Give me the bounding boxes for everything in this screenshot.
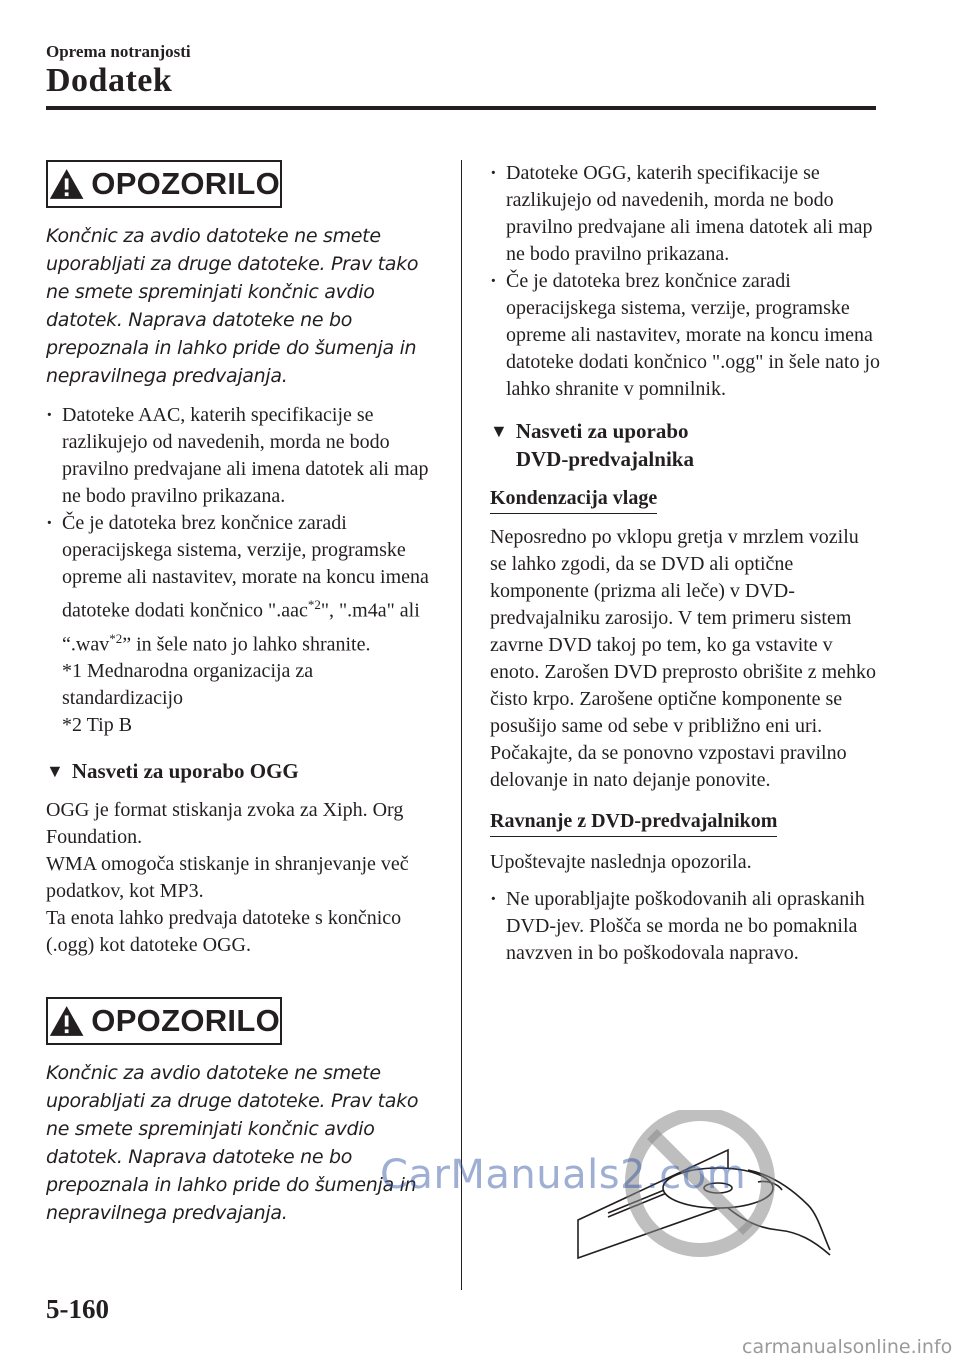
subsection: [490, 485, 880, 514]
underlined-heading: Ravnanje z DVD-predvajalnikom: [490, 808, 777, 837]
watermark: carmanualsonline.info: [742, 1336, 953, 1358]
triangle-marker-icon: ▼: [46, 761, 64, 782]
section-heading: [490, 417, 880, 473]
column-divider: [461, 160, 462, 1290]
footnote-ref: *2: [109, 630, 123, 646]
bullet-text: Če je datoteka brez končnice zaradi operacijskega sistema, verzije, programske opreme ali nastavitev, morate na koncu imena datoteke dodati končnico ".aac: [62, 512, 429, 622]
bullet-item: · Ne uporabljajte poškodovanih ali opraskanih DVD-jev. Plošča se morda ne bo pomaknila navzven in bo poškodovala napravo.: [490, 886, 880, 967]
bullet-text: ", ".m4a" ali “.wav: [62, 599, 420, 656]
footnote: *1 Mednarodna organizacija za standardizacijo: [62, 660, 314, 710]
right-column: [490, 160, 880, 967]
footnote-ref: *2: [307, 597, 321, 612]
warning-text: Končnic za avdio datoteke ne smete uporabljati za druge datoteke. Prav tako ne smete spreminjati končnic avdio datotek. Naprava datoteke ne bo prepoznala in lahko pride do šumenja in nepravilnega predvajanja.: [46, 225, 419, 387]
paragraph: Ta enota lahko predvaja datoteke s končnico (.ogg) kot datoteke OGG.: [46, 907, 402, 957]
bullet-item: · Če je datoteka brez končnice zaradi operacijskega sistema, verzije, programske opreme ali nastavitev, morate na koncu imena datoteke dodati končnico ".ogg" in šele nato jo lahko shranite v pomnilnik.: [490, 268, 880, 403]
watermark: CarManuals2.com: [380, 1152, 747, 1198]
underlined-heading: Kondenzacija vlage: [490, 485, 657, 514]
subsection: [490, 808, 880, 837]
paragraph: Neposredno po vklopu gretja v mrzlem vozilu se lahko zgodi, da se DVD ali optične komponente (prizma ali leče) v DVD-predvajalniku zarosijo. V tem primeru sistem zavrne DVD takoj po tem, ko ga vstavite v enoto. Zarošen DVD preprosto obrišite z mehko čisto krpo. Zarošene optične komponente se posušijo same od sebe v približno eni uri. Počakajte, da se ponovno vzpostavi pravilno delovanje in nato dejanje ponovite.: [490, 526, 877, 791]
heading-text: Nasveti za uporabo OGG: [71, 759, 299, 784]
paragraph: WMA omogoča stiskanje in shranjevanje več podatkov, kot MP3.: [46, 853, 409, 903]
heading-line: DVD-predvajalnika: [515, 447, 694, 471]
triangle-marker-icon: ▼: [490, 421, 508, 441]
warning-box: [46, 160, 282, 208]
heading-text: [516, 417, 694, 473]
section-heading: [46, 757, 436, 785]
paragraph: OGG je format stiskanja zvoka za Xiph. Org Foundation.: [46, 799, 404, 849]
warning-text: Končnic za avdio datoteke ne smete uporabljati za druge datoteke. Prav tako ne smete spreminjati končnic avdio datotek. Naprava datoteke ne bo prepoznala in lahko pride do šumenja in nepravilnega predvajanja.: [46, 1062, 419, 1225]
paragraph: Upoštevajte naslednja opozorila.: [490, 851, 752, 873]
bullet-item: [46, 510, 436, 658]
left-column: [46, 160, 436, 1227]
bullet-item: · Datoteke AAC, katerih specifikacije se razlikujejo od navedenih, morda ne bodo pravilno predvajane ali imena datotek ali map ne bodo pravilno prikazana.: [46, 402, 436, 510]
bullet-item: · Datoteke OGG, katerih specifikacije se razlikujejo od navedenih, morda ne bodo pravilno predvajane ali imena datotek ali map ne bodo pravilno prikazana.: [490, 160, 880, 268]
header-rule: [46, 106, 876, 110]
warning-label: OPOZORILO: [91, 1003, 280, 1039]
warning-label: OPOZORILO: [91, 166, 280, 201]
warning-box: [46, 997, 282, 1045]
footnote: *2 Tip B: [62, 714, 133, 737]
section-label: Oprema notranjosti: [46, 42, 191, 61]
bullet-list: [46, 402, 436, 739]
warning-triangle-icon: [48, 1004, 85, 1038]
page-title: Dodatek: [46, 62, 173, 99]
warning-triangle-icon: [48, 167, 85, 201]
bullet-text: ” in šele nato jo lahko shranite.: [122, 633, 371, 656]
page-number: 5-160: [46, 1294, 109, 1324]
heading-line: Nasveti za uporabo: [515, 419, 689, 443]
